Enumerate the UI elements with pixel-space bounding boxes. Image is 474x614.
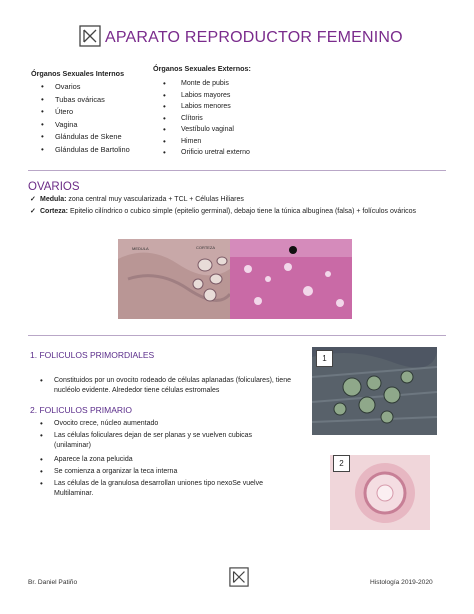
medula-image-label: MEDULA xyxy=(132,246,149,251)
list-item: • Ovocito crece, núcleo aumentado xyxy=(34,418,289,431)
footer-logo-icon xyxy=(229,567,249,587)
footer-author: Br. Daniel Patiño xyxy=(28,579,78,586)
corteza-label: Corteza: xyxy=(40,208,69,215)
ovary-histology-image xyxy=(118,239,352,319)
list-item: • Se comienza a organizar la teca interna xyxy=(34,466,289,479)
list-item: • Útero xyxy=(37,106,130,119)
external-organs-list xyxy=(157,78,250,159)
list-item: • Las células foliculares dejan de ser planas y se vuelven cubicas (unilaminar) xyxy=(34,431,289,451)
list-item: • Glándulas de Bartolino xyxy=(37,144,130,157)
list-item: • Labios mayores xyxy=(157,90,250,102)
corteza-text: Epitelio cilíndrico o cubico simple (epitelio germinal), debajo tiene la túnica albugínea (falsa) + folículos ováricos xyxy=(68,208,417,215)
medula-label: Medula: xyxy=(40,196,67,203)
logo-icon xyxy=(79,25,101,47)
corteza-image-label: CORTEZA xyxy=(196,245,216,250)
list-item: • Ovarios xyxy=(37,81,130,94)
internal-organs-heading: Órganos Sexuales Internos xyxy=(31,69,125,78)
list-item: • Vagina xyxy=(37,119,130,132)
corteza-point xyxy=(30,207,430,217)
section-divider xyxy=(28,335,446,336)
list-item: • Aparece la zona pelucida xyxy=(34,454,289,467)
check-icon: ✓ xyxy=(30,208,36,215)
list-item: • Vestíbulo vaginal xyxy=(157,124,250,136)
medula-point xyxy=(30,195,430,205)
page-title: APARATO REPRODUCTOR FEMENINO xyxy=(105,29,403,46)
primario-heading: 2. FOLICULOS PRIMARIO xyxy=(30,405,133,415)
list-item: • Clítoris xyxy=(157,113,250,125)
list-item: • Labios menores xyxy=(157,101,250,113)
footer-course: Histología 2019-2020 xyxy=(370,579,433,586)
ovarios-title: OVARIOS xyxy=(28,181,80,193)
section-divider xyxy=(28,170,446,171)
list-item: • Monte de pubis xyxy=(157,78,250,90)
list-item: • Orificio uretral externo xyxy=(157,147,250,159)
image-1-badge: 1 xyxy=(316,350,333,367)
external-organs-heading: Órganos Sexuales Externos: xyxy=(153,64,251,73)
medula-text: zona central muy vascularizada + TCL + Células Hiliares xyxy=(66,196,244,203)
image-2-badge: 2 xyxy=(333,455,350,472)
check-icon: ✓ xyxy=(30,196,36,203)
list-item: • Las células de la granulosa desarrollan uniones tipo nexoSe vuelve Multilaminar. xyxy=(34,479,289,499)
list-item: • Tubas ováricas xyxy=(37,94,130,107)
internal-organs-list xyxy=(37,81,130,156)
primordiales-list xyxy=(34,376,304,396)
list-item: • Constituidos por un ovocito rodeado de células aplanadas (foliculares), tiene nucléolo evidente. Alrededor tiene células estromales xyxy=(34,376,304,396)
primordiales-heading: 1. FOLICULOS PRIMORDIALES xyxy=(30,350,155,360)
primario-list xyxy=(34,418,289,499)
list-item: • Glándulas de Skene xyxy=(37,131,130,144)
list-item: • Himen xyxy=(157,136,250,148)
